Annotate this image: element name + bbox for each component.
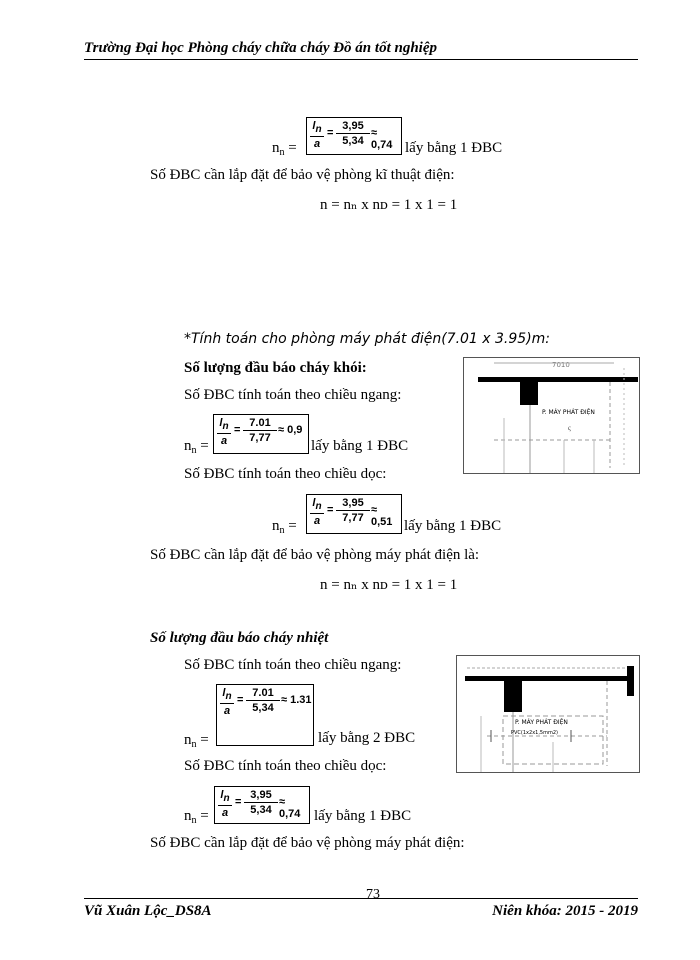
dimension-label: 7010	[552, 361, 570, 369]
footer-divider	[84, 898, 638, 899]
page-header: Trường Đại học Phòng cháy chữa cháy Đồ án tốt nghiệp	[84, 40, 638, 60]
room-label: P. MÁY PHÁT ĐIỆN	[542, 409, 595, 416]
formula-box: ln a = $\frac{7.01}{7,77}$ ≈ 0,9	[213, 414, 309, 454]
count-text: Số ĐBC cần lắp đặt để bảo vệ phòng máy phát điện:	[150, 835, 465, 851]
take-text: lấy bằng 1 ĐBC	[404, 518, 502, 534]
floorplan-diagram	[463, 357, 640, 474]
heat-heading: Số lượng đầu báo cháy nhiệt	[150, 630, 329, 646]
floorplan-drawing	[464, 358, 639, 473]
equation: n = nₙ x nᴅ = 1 x 1 = 1	[320, 197, 458, 213]
vert-text: Số ĐBC tính toán theo chiều dọc:	[184, 466, 387, 482]
nn-label: $n_n$ =	[272, 140, 297, 158]
footer-author: Vũ Xuân Lộc_DS8A	[84, 903, 212, 919]
horiz-text: Số ĐBC tính toán theo chiều ngang:	[184, 387, 402, 403]
horiz-text: Số ĐBC tính toán theo chiều ngang:	[184, 657, 402, 673]
nn-label: $n_n$ =	[184, 438, 209, 456]
take-text: lấy bằng 1 ĐBC	[405, 140, 503, 156]
formula-box: ln a = $\frac{3,95}{5,34}$ ≈ 0,74	[214, 786, 310, 824]
smoke-heading: Số lượng đầu báo cháy khói:	[184, 360, 367, 376]
take-text: lấy bằng 2 ĐBC	[318, 730, 416, 746]
footer-year: Niên khóa: 2015 - 2019	[492, 903, 638, 919]
page-number: 73	[366, 887, 380, 902]
formula-box: ln a = $\frac{7.01}{5,34}$ ≈ 1.31	[216, 684, 314, 746]
count-text: Số ĐBC cần lắp đặt để bảo vệ phòng máy phát điện là:	[150, 547, 480, 563]
take-text: lấy bằng 1 ĐBC	[311, 438, 409, 454]
count-text: Số ĐBC cần lắp đặt để bảo vệ phòng kĩ thuật điện:	[150, 167, 455, 183]
nn-label: $n_n$ =	[184, 808, 209, 826]
svg-text:ς: ς	[568, 424, 571, 432]
room-label: P. MÁY PHÁT ĐIỆN	[515, 719, 568, 726]
pipe-label: PVC(1x2x1,5mm2)	[511, 730, 558, 736]
formula-box: ln a = $\frac{3,95}{7,77}$ ≈ 0,51	[306, 494, 402, 534]
vert-text: Số ĐBC tính toán theo chiều dọc:	[184, 758, 387, 774]
floorplan-drawing	[457, 656, 639, 772]
nn-label: $n_n$ =	[272, 518, 297, 536]
formula-box: ln a = $\frac{3,95}{5,34}$ ≈ 0,74	[306, 117, 402, 155]
nn-label: $n_n$ =	[184, 732, 209, 750]
take-text: lấy bằng 1 ĐBC	[314, 808, 412, 824]
floorplan-diagram	[456, 655, 640, 773]
equation: n = nₙ x nᴅ = 1 x 1 = 1	[320, 577, 458, 593]
section-heading: *Tính toán cho phòng máy phát điện(7.01 x 3.95)m:	[184, 331, 551, 347]
